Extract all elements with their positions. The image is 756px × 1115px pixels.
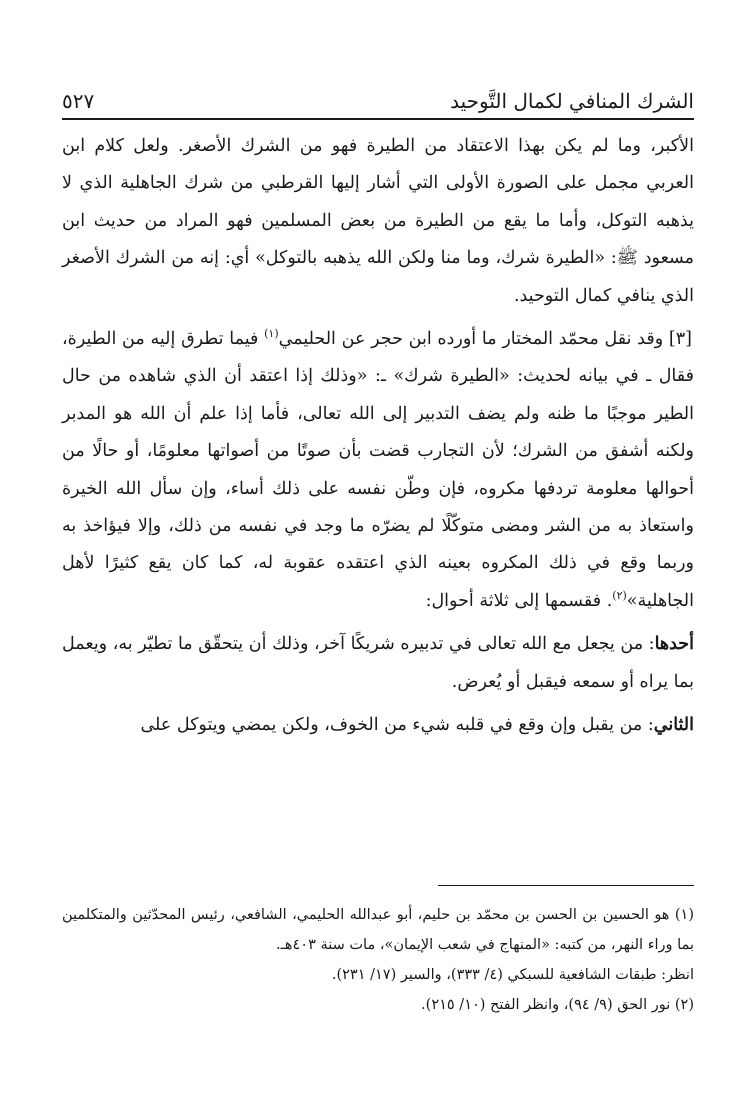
paragraph-2 [62,321,694,620]
paragraph-2-part-3: . فقسمها إلى ثلاثة أحوال: [425,590,613,611]
paragraph-2-part-2: فيما تطرق إليه من الطيرة، فقال ـ في بيانه لحديث: «الطيرة شرك» ـ: «وذلك إذا اعتقد أن الذي شاهده من حال الطير موجبًا ما ظنه ولم يضف التدبير إلى الله تعالى، فأما إذا علم أن الله هو المدبر ولكنه أشفق من الشرك؛ لأن التجارب قضت بأن صوتًا من أصواتها معلومًا، أو حالًا من أحوالها معلومة تردفها مكروه، فإن وطّن نفسه على ذلك أساء، وإن سأل الله الخيرة واستعاذ به من الشر ومضى متوكّلًا لم يضرّه ما وجد في نفسه من ذلك، وإلا فيؤاخذ به وربما وقع في ذلك المكروه بعينه الذي اعتقده عقوبة له، كما كان يقع كثيرًا لأهل الجاهلية» [62,329,694,611]
footnote-ref-2[interactable]: (٢) [612,589,627,603]
case-1-label: أحدها [654,634,694,655]
case-1-text: : من يجعل مع الله تعالى في تدبيره شريكًا آخر، وذلك أن يتحقّق ما تطيّر به، ويعمل بما يراه أو سمعه فيقبل أو يُعرض. [62,634,694,692]
case-2-text: : من يقبل وإن وقع في قلبه شيء من الخوف، ولكن يمضي ويتوكل على [140,715,654,736]
footnote-2: (٢) نور الحق (٩/ ٩٤)، وانظر الفتح (١٠/ ٢١٥). [421,997,694,1013]
header-rule [62,118,694,120]
main-text [62,128,694,751]
paragraph-1: الأكبر، وما لم يكن بهذا الاعتقاد من الطيرة فهو من الشرك الأصغر. ولعل كلام ابن العربي مجمل على الصورة الأولى التي أشار إليها القرطبي من شرك الجاهلية الذي لا يذهبه التوكل، وأما ما يقع من الطيرة من بعض المسلمين فهو المراد من حديث ابن مسعود ﷺ: «الطيرة شرك، وما منا ولكن الله يذهبه بالتوكل» أي: إنه من الشرك الأصغر الذي ينافي كمال التوحيد. [62,136,694,306]
footnote-ref-1[interactable]: (١) [264,327,279,341]
paragraph-4 [62,707,694,744]
page-header [62,74,694,114]
footnote-separator [438,885,694,886]
footnote-1: (١) هو الحسين بن الحسن بن محمّد بن حليم، أبو عبدالله الحليمي، الشافعي، رئيس المحدّثين والمتكلمين بما وراء النهر، من كتبه: «المنهاج في شعب الإيمان»، مات سنة ٤٠٣هـ. [62,907,694,953]
footnote-1-sources: انظر: طبقات الشافعية للسبكي (٤/ ٣٣٣)، والسير (١٧/ ٢٣١). [331,967,694,983]
paragraph-2-part-1: [٣] وقد نقل محمّد المختار ما أورده ابن حجر عن الحليمي [278,329,692,350]
case-2-label: الثاني [653,715,694,736]
paragraph-3 [62,626,694,701]
page-number: ٥٢٧ [62,89,95,113]
running-title: الشرك المنافي لكمال التَّوحيد [450,89,694,113]
footnotes [62,900,694,1020]
